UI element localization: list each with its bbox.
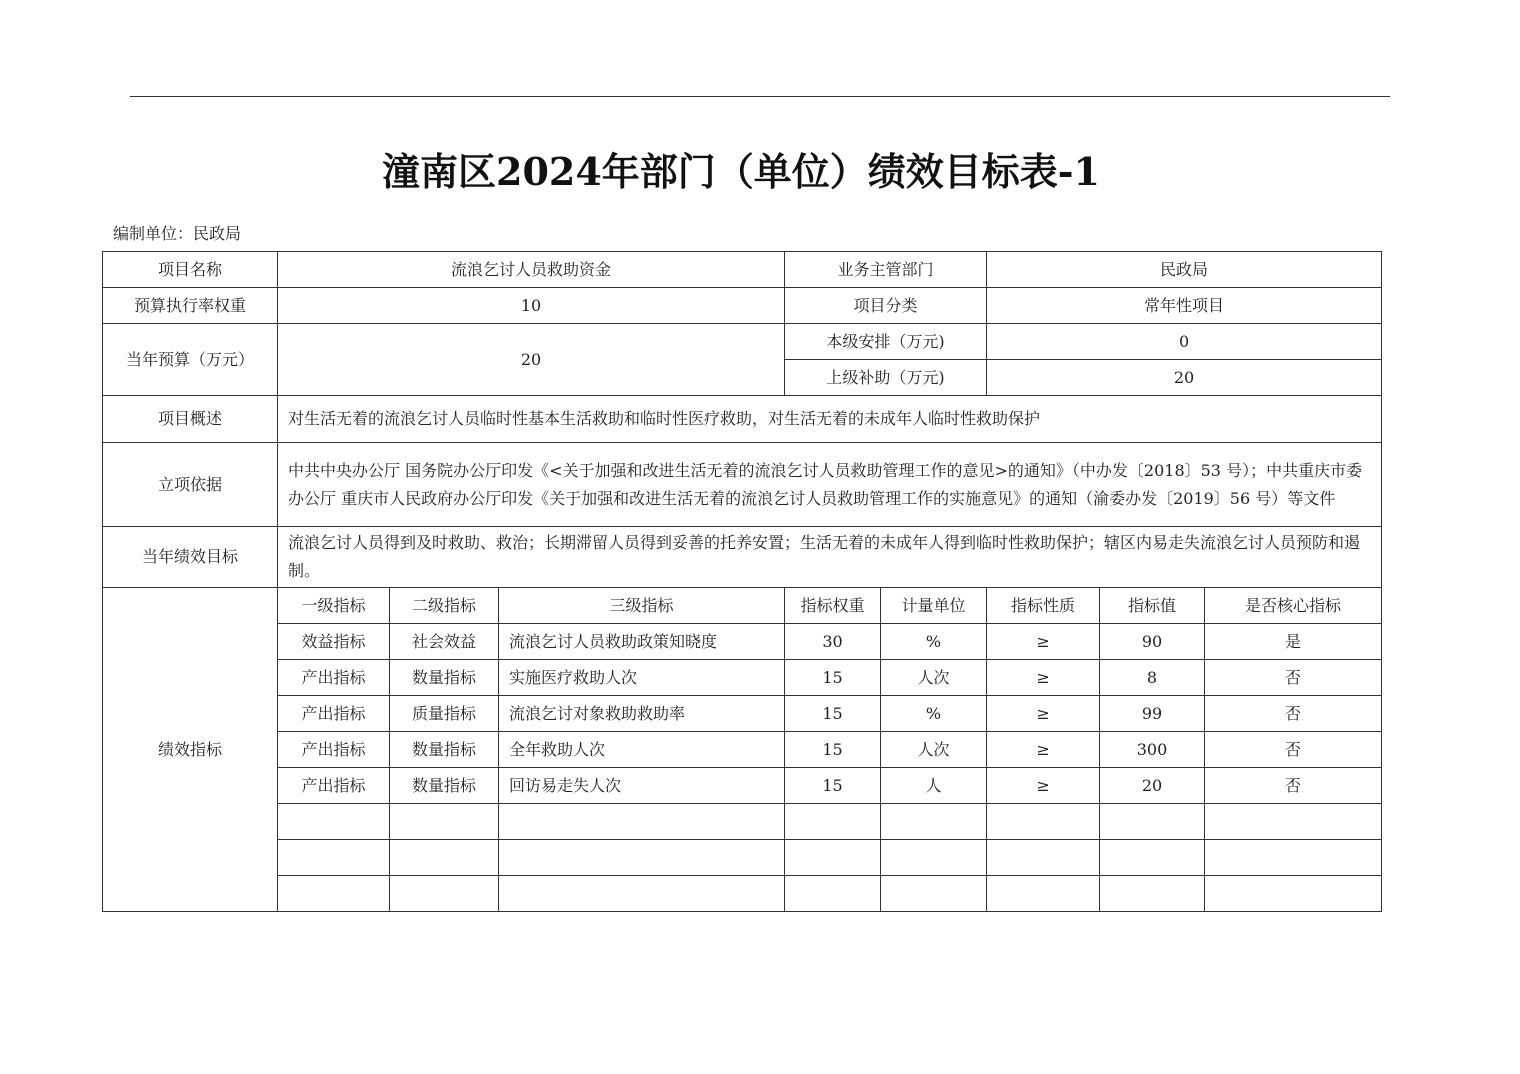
cell-core: 是: [1205, 624, 1382, 660]
empty-row: [103, 840, 1382, 876]
cell-value: 8: [1100, 660, 1205, 696]
cell-core: 否: [1205, 732, 1382, 768]
cell-weight: 30: [785, 624, 881, 660]
upper-value: 20: [987, 360, 1382, 396]
cell-unit: %: [881, 624, 987, 660]
category-value: 常年性项目: [987, 288, 1382, 324]
table-row: [103, 624, 1382, 660]
header-nature: 指标性质: [987, 588, 1100, 624]
header-value: 指标值: [1100, 588, 1205, 624]
local-label: 本级安排（万元): [785, 324, 987, 360]
basis-value: 中共中央办公厅 国务院办公厅印发《<关于加强和改进生活无着的流浪乞讨人员救助管理工作的意见>的通知》（中办发〔2018〕53 号）；中共重庆市委办公厅 重庆市人民政府办公厅印发《关于加强和改进生活无着的流浪乞讨人员救助管理工作的实施意见》的通知（渝委办发〔2019〕56 号）等文件: [278, 443, 1382, 527]
row-goal: [103, 527, 1382, 588]
dept-label: 业务主管部门: [785, 252, 987, 288]
empty-row: [103, 804, 1382, 840]
cell-weight: 15: [785, 732, 881, 768]
row-overview: [103, 396, 1382, 443]
cell-level3: 回访易走失人次: [499, 768, 785, 804]
cell-core: 否: [1205, 768, 1382, 804]
header-level1: 一级指标: [278, 588, 390, 624]
cell-level2: 社会效益: [390, 624, 499, 660]
cell-nature: ≥: [987, 768, 1100, 804]
upper-label: 上级补助（万元): [785, 360, 987, 396]
table-row: [103, 732, 1382, 768]
page-title: 潼南区2024年部门（单位）绩效目标表-1: [382, 149, 1100, 194]
row-project-name: [103, 252, 1382, 288]
cell-value: 20: [1100, 768, 1205, 804]
cell-nature: ≥: [987, 660, 1100, 696]
overview-label: 项目概述: [103, 396, 278, 443]
header-unit: 计量单位: [881, 588, 987, 624]
cell-unit: 人: [881, 768, 987, 804]
cell-nature: ≥: [987, 624, 1100, 660]
cell-level2: 数量指标: [390, 732, 499, 768]
basis-label: 立项依据: [103, 443, 278, 527]
row-basis: [103, 443, 1382, 527]
empty-row: [103, 876, 1382, 912]
cell-unit: 人次: [881, 660, 987, 696]
cell-core: 否: [1205, 660, 1382, 696]
cell-level2: 数量指标: [390, 660, 499, 696]
table-row: [103, 696, 1382, 732]
cell-nature: ≥: [987, 696, 1100, 732]
local-value: 0: [987, 324, 1382, 360]
cell-level3: 全年救助人次: [499, 732, 785, 768]
cell-level3: 实施医疗救助人次: [499, 660, 785, 696]
cell-nature: ≥: [987, 732, 1100, 768]
indicators-section-label: 绩效指标: [103, 588, 278, 912]
cell-level1: 产出指标: [278, 768, 390, 804]
row-budget-local: [103, 324, 1382, 360]
cell-unit: %: [881, 696, 987, 732]
cell-level1: 产出指标: [278, 732, 390, 768]
header-rule: [130, 96, 1390, 97]
row-budget-weight: [103, 288, 1382, 324]
goal-value: 流浪乞讨人员得到及时救助、救治；长期滞留人员得到妥善的托养安置；生活无着的未成年人得到临时性救助保护；辖区内易走失流浪乞讨人员预防和遏制。: [278, 527, 1382, 588]
cell-level1: 产出指标: [278, 696, 390, 732]
dept-value: 民政局: [987, 252, 1382, 288]
cell-level3: 流浪乞讨对象救助救助率: [499, 696, 785, 732]
table-row: [103, 768, 1382, 804]
compiling-unit: 编制单位：民政局: [113, 224, 242, 243]
cell-weight: 15: [785, 768, 881, 804]
cell-level1: 产出指标: [278, 660, 390, 696]
project-name-label: 项目名称: [103, 252, 278, 288]
cell-core: 否: [1205, 696, 1382, 732]
weight-label: 预算执行率权重: [103, 288, 278, 324]
budget-label: 当年预算（万元）: [103, 324, 278, 396]
cell-level2: 质量指标: [390, 696, 499, 732]
cell-unit: 人次: [881, 732, 987, 768]
header-core: 是否核心指标: [1205, 588, 1382, 624]
cell-level2: 数量指标: [390, 768, 499, 804]
table-row: [103, 660, 1382, 696]
indicator-header-row: [103, 588, 1382, 624]
cell-value: 90: [1100, 624, 1205, 660]
goal-label: 当年绩效目标: [103, 527, 278, 588]
budget-value: 20: [278, 324, 785, 396]
cell-weight: 15: [785, 696, 881, 732]
header-level2: 二级指标: [390, 588, 499, 624]
weight-value: 10: [278, 288, 785, 324]
header-level3: 三级指标: [499, 588, 785, 624]
header-weight: 指标权重: [785, 588, 881, 624]
category-label: 项目分类: [785, 288, 987, 324]
project-name-value: 流浪乞讨人员救助资金: [278, 252, 785, 288]
cell-value: 300: [1100, 732, 1205, 768]
cell-value: 99: [1100, 696, 1205, 732]
cell-level1: 效益指标: [278, 624, 390, 660]
cell-level3: 流浪乞讨人员救助政策知晓度: [499, 624, 785, 660]
cell-weight: 15: [785, 660, 881, 696]
performance-table: [102, 251, 1382, 912]
overview-value: 对生活无着的流浪乞讨人员临时性基本生活救助和临时性医疗救助，对生活无着的未成年人临时性救助保护: [278, 396, 1382, 443]
